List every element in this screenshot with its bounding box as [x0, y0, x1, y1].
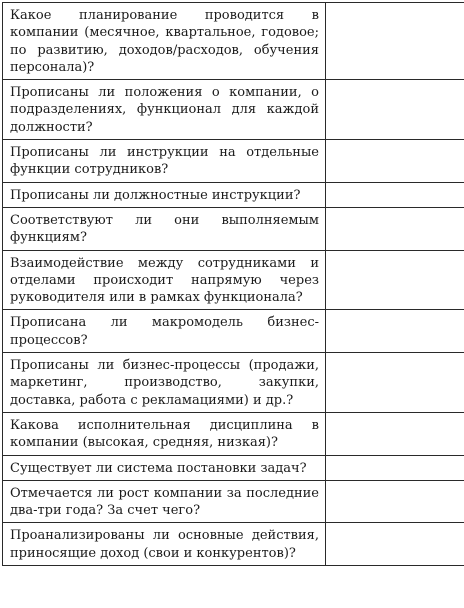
- table-row: [3, 523, 464, 566]
- question-cell: Прописаны ли бизнес-процессы (продажи, маркетинг, производство, закупки, доставка, работа с рекламациями) и др.?: [3, 353, 326, 413]
- table-row: [3, 140, 464, 183]
- question-cell: Какое планирование проводится в компании (месячное, квартальное, годовое; по развитию, доходов/расходов, обучения персонала)?: [3, 3, 326, 80]
- table-row: [3, 310, 464, 353]
- table-row: [3, 182, 464, 207]
- table-row: [3, 353, 464, 413]
- answer-cell: [326, 250, 464, 310]
- question-cell: Прописана ли макромодель бизнес-процессов?: [3, 310, 326, 353]
- question-cell: Взаимодействие между сотрудниками и отделами происходит напрямую через руководителя или в рамках функционала?: [3, 250, 326, 310]
- question-cell: Соответствуют ли они выполняемым функциям?: [3, 207, 326, 250]
- question-cell: Прописаны ли положения о компании, о подразделениях, функционал для каждой должности?: [3, 80, 326, 140]
- answer-cell: [326, 140, 464, 183]
- answer-cell: [326, 207, 464, 250]
- question-cell: Прописаны ли инструкции на отдельные функции сотрудников?: [3, 140, 326, 183]
- question-cell: Какова исполнительная дисциплина в компании (высокая, средняя, низкая)?: [3, 412, 326, 455]
- answer-cell: [326, 353, 464, 413]
- answer-cell: [326, 412, 464, 455]
- question-cell: Существует ли система постановки задач?: [3, 455, 326, 480]
- table-row: [3, 455, 464, 480]
- answer-cell: [326, 3, 464, 80]
- answer-cell: [326, 80, 464, 140]
- table-row: [3, 80, 464, 140]
- answer-cell: [326, 310, 464, 353]
- question-cell: Отмечается ли рост компании за последние два-три года? За счет чего?: [3, 480, 326, 523]
- question-cell: Проанализированы ли основные действия, приносящие доход (свои и конкурентов)?: [3, 523, 326, 566]
- table-row: [3, 480, 464, 523]
- table-row: [3, 250, 464, 310]
- answer-cell: [326, 182, 464, 207]
- answer-cell: [326, 455, 464, 480]
- table-row: [3, 207, 464, 250]
- table-row: [3, 3, 464, 80]
- question-cell: Прописаны ли должностные инструкции?: [3, 182, 326, 207]
- answer-cell: [326, 480, 464, 523]
- answer-cell: [326, 523, 464, 566]
- questionnaire-table: [2, 2, 464, 566]
- table-row: [3, 412, 464, 455]
